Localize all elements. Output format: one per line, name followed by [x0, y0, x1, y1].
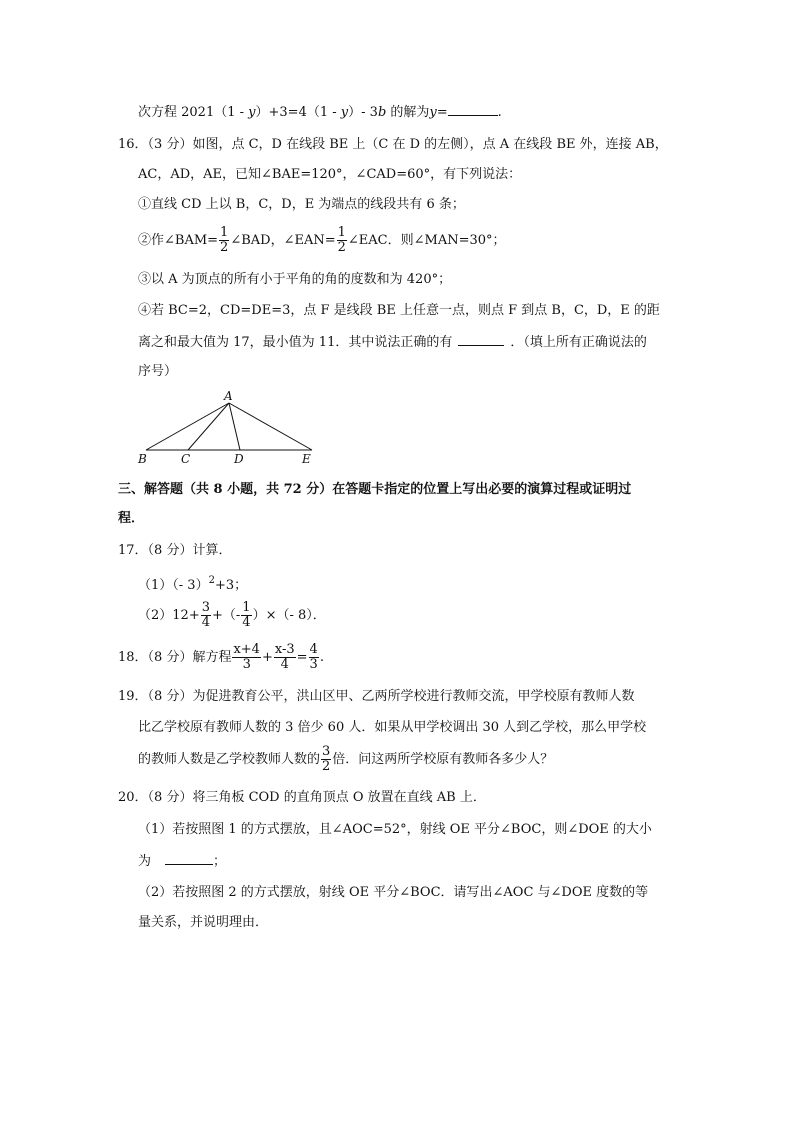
fraction — [232, 643, 261, 672]
q15-line — [138, 101, 502, 123]
fraction-denominator: 3 — [242, 657, 251, 672]
label-D: D — [234, 452, 244, 466]
q15-var-y1: y — [248, 105, 256, 120]
q20-l3-end: ； — [213, 854, 227, 869]
fraction — [241, 601, 251, 630]
fraction — [274, 643, 296, 672]
q17-p2-text-b: +（- — [212, 608, 241, 623]
q18-text: 18．（8 分）解方程 — [118, 650, 232, 665]
fraction-denominator: 4 — [242, 615, 251, 630]
fraction-numerator: 1 — [220, 225, 229, 240]
q17-p2-text-c: ）×（- 8）． — [252, 608, 326, 623]
triangle-figure — [130, 386, 330, 466]
q20-l3-text: 为 — [138, 854, 152, 869]
q16-s4b-text: 离之和最大值为 17，最小值为 11．其中说法正确的有 — [138, 335, 453, 350]
q17-heading: 17．（8 分）计算． — [118, 543, 232, 558]
fraction-denominator: 2 — [322, 759, 331, 774]
q16-s2-text-a: ②作∠BAM= — [138, 233, 219, 248]
q19-line-1: 19．（8 分）为促进教育公平，洪山区甲、乙两所学校进行教师交流，甲学校原有教师人数 — [118, 689, 635, 704]
q20-line-4: （2）若按照图 2 的方式摆放，射线 OE 平分∠BOC．请写出∠AOC 与∠DOE 度数的等 — [138, 885, 649, 900]
fraction-denominator: 3 — [309, 657, 318, 672]
q20-line-5: 量关系，并说明理由． — [138, 915, 269, 930]
q16-statement-2 — [138, 224, 506, 258]
q16-line-2: AC，AD，AE，已知∠BAE=120°，∠CAD=60°，有下列说法： — [138, 167, 522, 182]
q17-part-2 — [138, 599, 326, 633]
q16-statement-4b — [138, 331, 647, 353]
q16-s2-text-b: ∠BAD，∠EAN= — [230, 233, 336, 248]
q19-line-2: 比乙学校原有教师人数的 3 倍少 60 人．如果从甲学校调出 30 人到乙学校，那么甲学校 — [138, 720, 647, 735]
fraction-numerator: 1 — [242, 600, 251, 615]
q16-statement-4d: 序号） — [138, 364, 178, 379]
label-B: B — [138, 452, 147, 466]
q19-line-3 — [138, 743, 553, 777]
fraction-denominator: 4 — [201, 615, 210, 630]
q18-equals: = — [296, 650, 308, 665]
section-3-heading-line-1: 三、解答题（共 8 小题，共 72 分）在答题卡指定的位置上写出必要的演算过程或证明过 — [118, 482, 632, 497]
q16-statement-1: ①直线 CD 上以 B，C，D，E 为端点的线段共有 6 条； — [138, 197, 465, 212]
q18-line — [118, 641, 324, 675]
q19-l3-text-b: 倍．问这两所学校原有教师各多少人？ — [332, 752, 554, 767]
q15-var-y2: y — [340, 105, 349, 120]
q15-text-3: ）- 3 — [348, 105, 378, 120]
q20-line-1: 20．（8 分）将三角板 COD 的直角顶点 O 放置在直线 AB 上． — [118, 790, 486, 805]
q15-end: . — [497, 105, 502, 120]
segment-AD — [229, 403, 240, 450]
fraction — [321, 745, 331, 774]
q15-var-y3: y — [429, 105, 437, 120]
q15-text-5: = — [436, 105, 448, 120]
q16-statement-4a: ④若 BC=2，CD=DE=3，点 F 是线段 BE 上任意一点，则点 F 到点 B，C，D，E 的距 — [138, 303, 660, 318]
fraction-numerator: 3 — [201, 600, 210, 615]
q15-text-1: 次方程 2021（1 - — [138, 105, 249, 120]
q19-l3-text-a: 的教师人数是乙学校教师人数的 — [138, 752, 321, 767]
fraction — [201, 601, 211, 630]
segment-AC — [188, 403, 229, 450]
q20-answer-blank[interactable] — [165, 850, 213, 865]
section-3-heading-line-2: 程． — [118, 511, 145, 526]
q15-text-2: ）+3=4（1 - — [255, 105, 341, 120]
q17-part-1 — [138, 571, 247, 596]
label-E: E — [302, 452, 311, 466]
label-C: C — [181, 452, 191, 466]
fraction-numerator: 3 — [322, 744, 331, 759]
segment-AB — [146, 403, 229, 450]
q20-line-3 — [138, 850, 226, 872]
fraction-numerator: x+4 — [233, 642, 260, 657]
q15-text-4: 的解为 — [386, 105, 430, 120]
q17-p1-text-a: （1）（- 3） — [138, 578, 209, 593]
label-A: A — [224, 389, 233, 403]
q16-answer-blank[interactable] — [458, 331, 504, 346]
fraction — [309, 643, 319, 672]
q16-statement-3: ③以 A 为顶点的所有小于平角的角的度数和为 420°； — [138, 272, 452, 287]
q16-line-1: 16．（3 分）如图，点 C，D 在线段 BE 上（C 在 D 的左侧），点 A 在线段 BE 外，连接 AB， — [118, 137, 668, 152]
fraction-denominator: 2 — [220, 240, 229, 255]
segment-AE — [229, 403, 312, 450]
q18-end: . — [319, 650, 324, 665]
q17-p1-text-b: +3； — [214, 578, 248, 593]
q16-s4c-text: ．（填上所有正确说法的 — [510, 335, 647, 350]
fraction-denominator: 2 — [337, 240, 346, 255]
q15-answer-blank[interactable] — [448, 101, 498, 116]
q18-plus: + — [261, 650, 273, 665]
q16-s2-text-c: ∠EAC．则∠MAN=30°； — [347, 233, 506, 248]
q17-p2-text-a: （2）12+ — [138, 608, 200, 623]
fraction-numerator: x-3 — [274, 642, 295, 657]
q20-line-2: （1）若按照图 1 的方式摆放，且∠AOC=52°，射线 OE 平分∠BOC，则∠DOE 的大小 — [138, 822, 652, 837]
fraction-denominator: 4 — [280, 657, 289, 672]
fraction — [337, 226, 347, 255]
fraction — [219, 226, 229, 255]
fraction-numerator: 4 — [309, 642, 318, 657]
q17-p1-exponent: 2 — [208, 575, 215, 586]
q15-var-b: b — [377, 105, 387, 120]
fraction-numerator: 1 — [337, 225, 346, 240]
